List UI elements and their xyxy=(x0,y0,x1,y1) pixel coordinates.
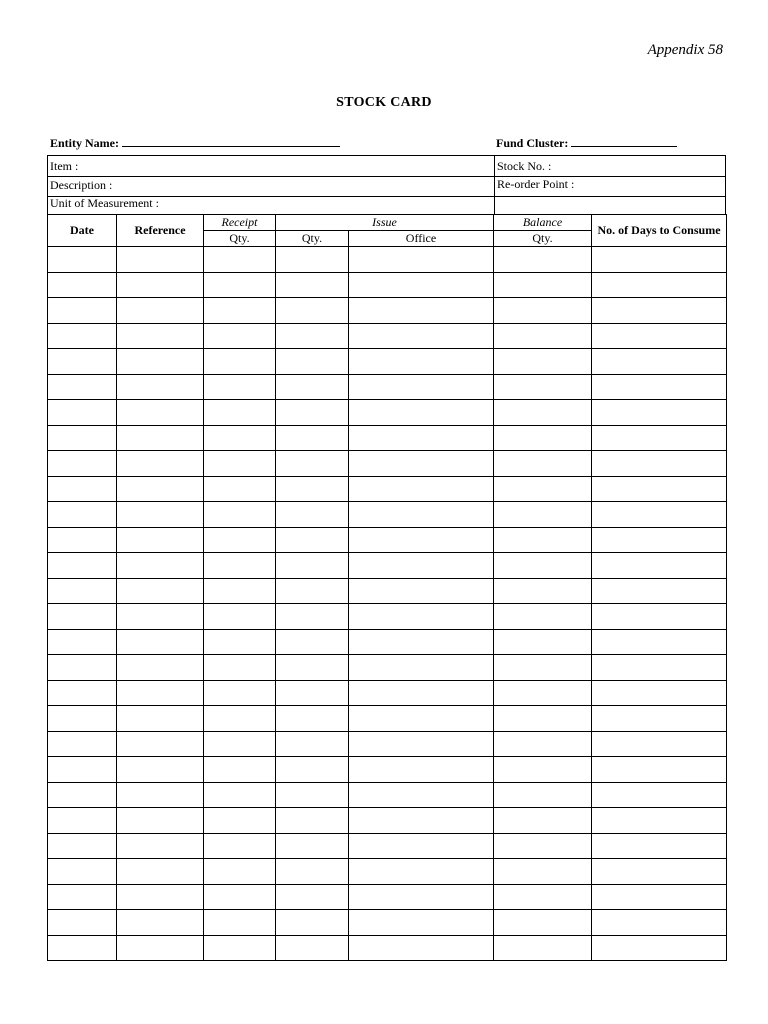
table-cell[interactable] xyxy=(592,629,727,655)
form-title: STOCK CARD xyxy=(336,95,432,110)
table-cell[interactable] xyxy=(204,476,276,502)
table-cell[interactable] xyxy=(592,323,727,349)
table-cell[interactable] xyxy=(117,757,204,783)
table-row xyxy=(48,451,727,477)
table-cell[interactable] xyxy=(48,910,117,936)
table-cell[interactable] xyxy=(592,884,727,910)
table-cell[interactable] xyxy=(349,298,494,324)
table-cell[interactable] xyxy=(349,604,494,630)
table-cell[interactable] xyxy=(117,782,204,808)
table-cell[interactable] xyxy=(592,400,727,426)
table-cell[interactable] xyxy=(204,706,276,732)
table-cell[interactable] xyxy=(204,782,276,808)
entity-name-label: Entity Name: xyxy=(50,136,119,150)
table-cell[interactable] xyxy=(592,476,727,502)
table-cell[interactable] xyxy=(48,808,117,834)
table-cell[interactable] xyxy=(592,782,727,808)
table-row xyxy=(48,859,727,885)
table-row xyxy=(48,833,727,859)
table-cell[interactable] xyxy=(349,731,494,757)
receipt-header: Receipt xyxy=(204,215,276,231)
table-cell[interactable] xyxy=(494,757,592,783)
table-cell[interactable] xyxy=(48,757,117,783)
table-cell[interactable] xyxy=(276,910,349,936)
unit-of-measurement-label: Unit of Measurement : xyxy=(50,196,159,210)
days-to-consume-header: No. of Days to Consume xyxy=(592,215,727,247)
table-cell[interactable] xyxy=(204,757,276,783)
table-cell[interactable] xyxy=(349,782,494,808)
table-row xyxy=(48,757,727,783)
table-cell[interactable] xyxy=(117,604,204,630)
entity-name-field xyxy=(50,135,340,151)
issue-office-header: Office xyxy=(349,231,494,247)
table-cell[interactable] xyxy=(204,808,276,834)
table-row xyxy=(48,349,727,375)
table-cell[interactable] xyxy=(592,553,727,579)
table-cell[interactable] xyxy=(494,629,592,655)
table-row xyxy=(48,476,727,502)
entity-name-blank[interactable] xyxy=(122,135,340,147)
table-cell[interactable] xyxy=(48,782,117,808)
table-row xyxy=(48,782,727,808)
table-row xyxy=(48,935,727,961)
table-cell[interactable] xyxy=(592,757,727,783)
table-cell[interactable] xyxy=(48,553,117,579)
table-cell[interactable] xyxy=(117,502,204,528)
table-cell[interactable] xyxy=(349,553,494,579)
table-cell[interactable] xyxy=(117,553,204,579)
table-row xyxy=(48,604,727,630)
table-cell[interactable] xyxy=(592,578,727,604)
table-cell[interactable] xyxy=(494,604,592,630)
table-cell[interactable] xyxy=(349,349,494,375)
table-cell[interactable] xyxy=(204,910,276,936)
table-cell[interactable] xyxy=(592,298,727,324)
table-cell[interactable] xyxy=(349,400,494,426)
description-label: Description : xyxy=(50,178,113,192)
table-cell[interactable] xyxy=(592,247,727,273)
table-cell[interactable] xyxy=(494,731,592,757)
table-row xyxy=(48,706,727,732)
table-cell[interactable] xyxy=(592,655,727,681)
table-cell[interactable] xyxy=(592,808,727,834)
table-cell[interactable] xyxy=(204,731,276,757)
table-cell[interactable] xyxy=(48,884,117,910)
table-cell[interactable] xyxy=(48,578,117,604)
table-cell[interactable] xyxy=(117,680,204,706)
table-cell[interactable] xyxy=(276,884,349,910)
table-cell[interactable] xyxy=(349,808,494,834)
table-cell[interactable] xyxy=(349,323,494,349)
table-cell[interactable] xyxy=(349,247,494,273)
table-cell[interactable] xyxy=(494,247,592,273)
table-cell[interactable] xyxy=(494,935,592,961)
table-cell[interactable] xyxy=(204,604,276,630)
table-cell[interactable] xyxy=(349,706,494,732)
table-cell[interactable] xyxy=(494,884,592,910)
appendix-number: Appendix 58 xyxy=(647,42,723,58)
table-cell[interactable] xyxy=(48,374,117,400)
table-row xyxy=(48,502,727,528)
ledger-body xyxy=(48,247,727,961)
table-cell[interactable] xyxy=(592,349,727,375)
fund-cluster-label: Fund Cluster: xyxy=(496,136,569,150)
table-cell[interactable] xyxy=(494,451,592,477)
table-cell[interactable] xyxy=(494,578,592,604)
table-cell[interactable] xyxy=(204,629,276,655)
fund-cluster-blank[interactable] xyxy=(571,135,677,147)
table-cell[interactable] xyxy=(349,451,494,477)
table-cell[interactable] xyxy=(276,935,349,961)
table-cell[interactable] xyxy=(349,629,494,655)
table-row xyxy=(48,247,727,273)
table-cell[interactable] xyxy=(592,935,727,961)
table-cell[interactable] xyxy=(117,247,204,273)
table-cell[interactable] xyxy=(494,553,592,579)
table-cell[interactable] xyxy=(494,655,592,681)
table-cell[interactable] xyxy=(48,527,117,553)
table-cell[interactable] xyxy=(48,655,117,681)
table-row xyxy=(48,298,727,324)
table-cell[interactable] xyxy=(349,425,494,451)
table-cell[interactable] xyxy=(276,782,349,808)
reorder-point-label: Re-order Point : xyxy=(497,177,575,191)
table-row xyxy=(48,323,727,349)
table-cell[interactable] xyxy=(592,451,727,477)
table-cell[interactable] xyxy=(204,247,276,273)
table-cell[interactable] xyxy=(494,680,592,706)
table-cell[interactable] xyxy=(276,680,349,706)
table-cell[interactable] xyxy=(276,272,349,298)
table-cell[interactable] xyxy=(349,910,494,936)
table-cell[interactable] xyxy=(117,629,204,655)
table-cell[interactable] xyxy=(494,400,592,426)
table-cell[interactable] xyxy=(349,374,494,400)
table-cell[interactable] xyxy=(48,680,117,706)
table-cell[interactable] xyxy=(117,859,204,885)
table-cell[interactable] xyxy=(494,833,592,859)
table-cell[interactable] xyxy=(48,935,117,961)
issue-header: Issue xyxy=(276,215,494,231)
table-cell[interactable] xyxy=(48,349,117,375)
table-cell[interactable] xyxy=(592,910,727,936)
table-cell[interactable] xyxy=(117,655,204,681)
table-cell[interactable] xyxy=(204,833,276,859)
table-cell[interactable] xyxy=(204,374,276,400)
table-cell[interactable] xyxy=(204,298,276,324)
table-cell[interactable] xyxy=(117,706,204,732)
table-cell[interactable] xyxy=(48,451,117,477)
table-cell[interactable] xyxy=(276,527,349,553)
table-cell[interactable] xyxy=(48,476,117,502)
table-cell[interactable] xyxy=(204,680,276,706)
table-cell[interactable] xyxy=(276,731,349,757)
table-cell[interactable] xyxy=(117,476,204,502)
table-row xyxy=(48,884,727,910)
table-cell[interactable] xyxy=(204,655,276,681)
table-cell[interactable] xyxy=(592,604,727,630)
table-cell[interactable] xyxy=(592,731,727,757)
table-cell[interactable] xyxy=(276,298,349,324)
table-row xyxy=(48,400,727,426)
table-cell[interactable] xyxy=(494,272,592,298)
table-cell[interactable] xyxy=(349,859,494,885)
table-cell[interactable] xyxy=(48,323,117,349)
table-cell[interactable] xyxy=(276,247,349,273)
table-cell[interactable] xyxy=(204,400,276,426)
table-row xyxy=(48,655,727,681)
table-row xyxy=(48,910,727,936)
table-cell[interactable] xyxy=(349,655,494,681)
table-cell[interactable] xyxy=(276,553,349,579)
table-cell[interactable] xyxy=(276,374,349,400)
table-cell[interactable] xyxy=(48,859,117,885)
table-cell[interactable] xyxy=(276,502,349,528)
table-cell[interactable] xyxy=(204,272,276,298)
table-cell[interactable] xyxy=(48,706,117,732)
stock-no-label: Stock No. : xyxy=(497,159,552,173)
info-column-divider xyxy=(494,156,495,214)
table-cell[interactable] xyxy=(204,323,276,349)
item-label: Item : xyxy=(50,159,79,173)
date-header: Date xyxy=(48,215,117,247)
table-cell[interactable] xyxy=(349,476,494,502)
balance-header: Balance xyxy=(494,215,592,231)
table-row xyxy=(48,374,727,400)
table-row xyxy=(48,808,727,834)
table-cell[interactable] xyxy=(48,272,117,298)
table-cell[interactable] xyxy=(204,935,276,961)
table-cell[interactable] xyxy=(494,476,592,502)
table-cell[interactable] xyxy=(349,527,494,553)
table-cell[interactable] xyxy=(117,374,204,400)
table-cell[interactable] xyxy=(48,502,117,528)
table-cell[interactable] xyxy=(276,323,349,349)
table-cell[interactable] xyxy=(276,833,349,859)
table-cell[interactable] xyxy=(48,629,117,655)
table-cell[interactable] xyxy=(117,349,204,375)
table-cell[interactable] xyxy=(204,349,276,375)
table-cell[interactable] xyxy=(592,859,727,885)
table-cell[interactable] xyxy=(48,604,117,630)
table-cell[interactable] xyxy=(494,706,592,732)
table-cell[interactable] xyxy=(276,451,349,477)
table-cell[interactable] xyxy=(48,247,117,273)
table-cell[interactable] xyxy=(117,400,204,426)
table-cell[interactable] xyxy=(349,884,494,910)
table-row xyxy=(48,680,727,706)
table-cell[interactable] xyxy=(117,298,204,324)
table-cell[interactable] xyxy=(349,833,494,859)
table-cell[interactable] xyxy=(592,833,727,859)
table-cell[interactable] xyxy=(276,604,349,630)
table-cell[interactable] xyxy=(48,400,117,426)
issue-qty-header: Qty. xyxy=(276,231,349,247)
table-cell[interactable] xyxy=(276,349,349,375)
table-cell[interactable] xyxy=(494,349,592,375)
table-row xyxy=(48,272,727,298)
table-cell[interactable] xyxy=(592,502,727,528)
table-cell[interactable] xyxy=(349,680,494,706)
table-cell[interactable] xyxy=(276,578,349,604)
table-cell[interactable] xyxy=(204,451,276,477)
table-cell[interactable] xyxy=(592,425,727,451)
table-cell[interactable] xyxy=(117,451,204,477)
table-cell[interactable] xyxy=(592,272,727,298)
table-cell[interactable] xyxy=(494,910,592,936)
table-cell[interactable] xyxy=(276,859,349,885)
table-cell[interactable] xyxy=(592,680,727,706)
table-row xyxy=(48,553,727,579)
table-cell[interactable] xyxy=(349,578,494,604)
table-cell[interactable] xyxy=(276,476,349,502)
table-cell[interactable] xyxy=(276,655,349,681)
table-cell[interactable] xyxy=(117,833,204,859)
table-cell[interactable] xyxy=(276,808,349,834)
table-cell[interactable] xyxy=(592,374,727,400)
table-cell[interactable] xyxy=(276,706,349,732)
table-cell[interactable] xyxy=(494,859,592,885)
table-cell[interactable] xyxy=(349,935,494,961)
table-cell[interactable] xyxy=(592,706,727,732)
table-row xyxy=(48,629,727,655)
receipt-qty-header: Qty. xyxy=(204,231,276,247)
table-cell[interactable] xyxy=(494,298,592,324)
table-cell[interactable] xyxy=(117,425,204,451)
table-cell[interactable] xyxy=(48,425,117,451)
table-cell[interactable] xyxy=(276,425,349,451)
table-row xyxy=(48,731,727,757)
table-cell[interactable] xyxy=(204,884,276,910)
table-cell[interactable] xyxy=(117,910,204,936)
balance-qty-header: Qty. xyxy=(494,231,592,247)
table-cell[interactable] xyxy=(117,323,204,349)
table-cell[interactable] xyxy=(204,425,276,451)
item-info-block xyxy=(47,155,726,215)
stock-ledger-table xyxy=(47,214,727,961)
table-cell[interactable] xyxy=(494,782,592,808)
table-cell[interactable] xyxy=(494,374,592,400)
table-cell[interactable] xyxy=(204,859,276,885)
table-cell[interactable] xyxy=(48,833,117,859)
table-cell[interactable] xyxy=(276,400,349,426)
table-cell[interactable] xyxy=(494,808,592,834)
table-cell[interactable] xyxy=(48,298,117,324)
table-cell[interactable] xyxy=(117,272,204,298)
table-cell[interactable] xyxy=(204,553,276,579)
table-cell[interactable] xyxy=(117,527,204,553)
table-cell[interactable] xyxy=(349,502,494,528)
table-row xyxy=(48,425,727,451)
table-row xyxy=(48,527,727,553)
table-cell[interactable] xyxy=(494,527,592,553)
fund-cluster-field xyxy=(496,135,677,151)
table-cell[interactable] xyxy=(349,272,494,298)
table-cell[interactable] xyxy=(349,757,494,783)
table-cell[interactable] xyxy=(276,629,349,655)
table-cell[interactable] xyxy=(592,527,727,553)
table-cell[interactable] xyxy=(494,425,592,451)
table-cell[interactable] xyxy=(204,527,276,553)
info-divider xyxy=(48,176,725,177)
table-cell[interactable] xyxy=(117,731,204,757)
table-cell[interactable] xyxy=(494,323,592,349)
table-cell[interactable] xyxy=(276,757,349,783)
table-row xyxy=(48,578,727,604)
table-cell[interactable] xyxy=(204,578,276,604)
table-cell[interactable] xyxy=(117,808,204,834)
table-cell[interactable] xyxy=(494,502,592,528)
table-cell[interactable] xyxy=(117,578,204,604)
table-cell[interactable] xyxy=(48,731,117,757)
table-cell[interactable] xyxy=(117,884,204,910)
table-cell[interactable] xyxy=(204,502,276,528)
table-cell[interactable] xyxy=(117,935,204,961)
reference-header: Reference xyxy=(117,215,204,247)
